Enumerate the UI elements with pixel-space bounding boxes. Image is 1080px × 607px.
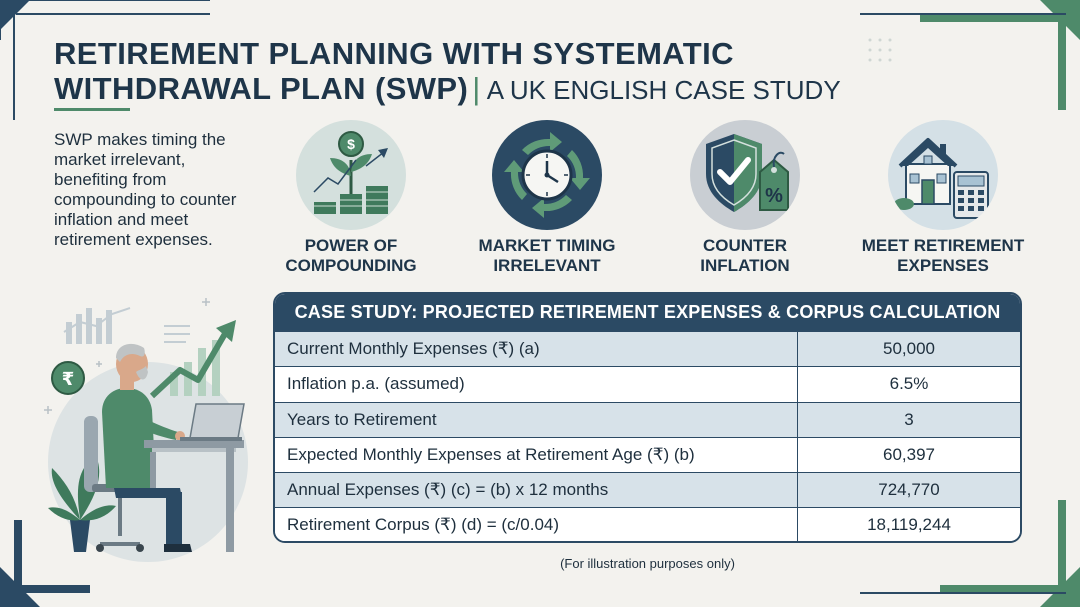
row-value: 3 xyxy=(904,409,914,429)
row-value: 50,000 xyxy=(883,339,935,358)
table-row xyxy=(275,437,1020,472)
row-value: 6.5% xyxy=(889,374,929,394)
feature-label-line1: MARKET TIMING xyxy=(478,236,616,255)
case-study-table xyxy=(273,292,1022,543)
table-row xyxy=(275,331,1020,366)
table-heading: CASE STUDY: PROJECTED RETIREMENT EXPENSES & CORPUS CALCULATION xyxy=(275,294,1020,331)
feature-label-line2: COMPOUNDING xyxy=(285,256,417,275)
table-row xyxy=(275,402,1020,437)
intro-text: SWP makes timing the market irrelevant, benefiting from compounding to counter inflation and meet retirement expenses. xyxy=(54,130,237,249)
house-calculator-icon xyxy=(888,120,998,230)
table-row xyxy=(275,507,1020,542)
title-underline xyxy=(54,108,130,111)
row-label: Inflation p.a. (assumed) xyxy=(275,367,798,401)
row-label: Annual Expenses (₹) (c) = (b) x 12 months xyxy=(275,473,798,507)
clock-arrows-icon xyxy=(492,120,602,230)
rupee-coin-icon xyxy=(52,362,84,394)
table-row xyxy=(275,366,1020,401)
svg-text:%: % xyxy=(765,185,783,207)
svg-text:₹: ₹ xyxy=(61,369,75,390)
feature-market-timing xyxy=(462,120,632,276)
title-line-1: RETIREMENT PLANNING WITH SYSTEMATIC xyxy=(54,36,734,71)
table-body xyxy=(275,331,1020,543)
svg-text:$: $ xyxy=(347,136,355,152)
row-label: Current Monthly Expenses (₹) (a) xyxy=(275,332,798,366)
feature-label-line1: MEET RETIREMENT xyxy=(861,236,1025,255)
page-title xyxy=(54,36,954,108)
page-subtitle: A UK ENGLISH CASE STUDY xyxy=(486,75,841,105)
feature-label-line1: POWER OF xyxy=(304,236,398,255)
feature-counter-inflation xyxy=(660,120,830,276)
feature-compounding xyxy=(266,120,436,276)
table-row xyxy=(275,472,1020,507)
retiree-illustration xyxy=(40,292,270,562)
row-value: 724,770 xyxy=(878,480,940,500)
row-value: 18,119,244 xyxy=(867,515,951,535)
shield-percent-icon xyxy=(690,120,800,230)
row-label: Retirement Corpus (₹) (d) = (c/0.04) xyxy=(275,508,798,542)
title-separator: | xyxy=(472,71,481,106)
feature-retirement-expenses xyxy=(858,120,1028,276)
row-label: Expected Monthly Expenses at Retirement Age (₹) (b) xyxy=(275,438,798,472)
money-plant-icon xyxy=(296,120,406,230)
feature-label-line2: IRRELEVANT xyxy=(493,256,601,275)
title-line-2: WITHDRAWAL PLAN (SWP) xyxy=(54,71,469,106)
feature-label-line2: EXPENSES xyxy=(897,256,989,275)
feature-label-line2: INFLATION xyxy=(700,256,790,275)
row-label: Years to Retirement xyxy=(275,403,798,437)
row-value: 60,397 xyxy=(883,444,935,464)
feature-label-line1: COUNTER xyxy=(702,236,788,255)
footnote: (For illustration purposes only) xyxy=(560,556,735,571)
